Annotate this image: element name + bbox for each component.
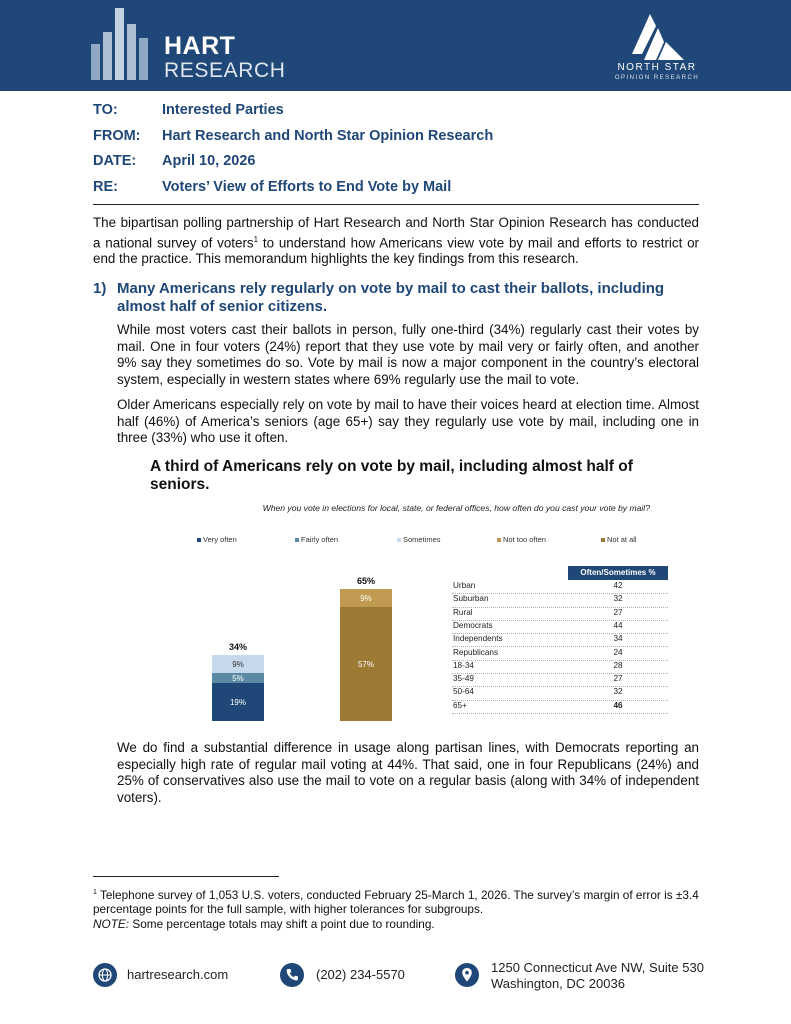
hart-research-wordmark: HART RESEARCH [164, 32, 286, 82]
north-star-wordmark: NORTH STAR OPINION RESEARCH [614, 62, 700, 81]
table-row-value: 32 [613, 594, 623, 604]
legend-swatch [397, 538, 401, 542]
table-row [452, 580, 668, 594]
table-row [452, 633, 668, 647]
table-header: Often/Sometimes % [568, 566, 668, 580]
table-row-value: 27 [613, 674, 623, 684]
section-paragraph-1: While most voters cast their ballots in person, fully one-third (34%) regularly cast their votes by mail. One in four voters (24%) report that they use vote by mail very or fairly often, and another 9% say they sometimes do so. Vote by mail is now a major component in the country’s electoral system, especially in western states where 69% regularly use the mail to vote. [117, 322, 699, 387]
legend-very-often: Very often [197, 535, 237, 544]
phone-icon [280, 963, 304, 987]
stacked-bar-chart [200, 560, 400, 725]
chart-question: When you vote in elections for local, state, or federal offices, how often do you cast your vote by mail? [262, 503, 650, 513]
legend-fairly-often: Fairly often [295, 535, 338, 544]
table-row-value: 32 [613, 687, 623, 697]
table-row-value: 28 [613, 660, 623, 670]
legend-not-at-all: Not at all [601, 535, 637, 544]
table-row-value: 44 [613, 620, 623, 630]
footer-phone[interactable]: (202) 234-5570 [316, 967, 405, 982]
legend-not-too-often: Not too often [497, 535, 546, 544]
table-row-group: Republicans [453, 647, 499, 657]
table-row [452, 593, 668, 607]
table-row-group: Democrats [453, 620, 493, 630]
table-row-group: Urban [453, 581, 476, 590]
legend-swatch [497, 538, 501, 542]
intro-paragraph: The bipartisan polling partnership of Hart Research and North Star Opinion Research has conducted a national survey of voters$^1$ to understand how Americans view vote by mail and efforts to restrict or end the practice. This memorandum highlights the key findings from this research. [93, 215, 699, 267]
table-row [452, 673, 668, 687]
section-paragraph-3: We do find a substantial difference in usage along partisan lines, with Democrats reporting an especially high rate of regular mail voting at 44%. That said, one in four Republicans (24%) and 25% of conservatives also use the mail to vote on a regular basis (along with 34% of independent voters). [117, 740, 699, 805]
bar-segment-label: 9% [232, 660, 244, 669]
table-row-value: 27 [613, 607, 623, 617]
bar-total-label: 65% [356, 576, 376, 586]
table-row-group: 65+ [453, 700, 467, 710]
table-row-value: 42 [613, 581, 623, 590]
north-star-logo [628, 14, 686, 60]
page-header [0, 0, 791, 91]
table-row-value: 46 [613, 700, 623, 710]
table-row [452, 607, 668, 621]
section-paragraph-2: Older Americans especially rely on vote by mail to have their voices heard at election time. Almost half (46%) of America’s seniors (age 65+) say they regularly use vote by mail, including one in three (33%) who use it often. [117, 397, 699, 445]
table-row [452, 686, 668, 700]
bar-segment-label: 19% [229, 698, 247, 707]
bar-segment-label: 5% [232, 674, 244, 683]
footer-website[interactable]: hartresearch.com [127, 967, 229, 982]
bar-segment-label: 9% [360, 594, 372, 603]
bar-segment-label: 57% [357, 660, 375, 669]
table-row [452, 660, 668, 674]
legend-swatch [295, 538, 299, 542]
table-row [452, 700, 668, 714]
table-row-group: 50-64 [453, 687, 474, 697]
bar-total-label: 34% [228, 642, 248, 652]
legend-swatch [601, 538, 605, 542]
location-pin-icon [455, 963, 479, 987]
footnote-divider [93, 876, 279, 877]
section-number: 1) [93, 280, 107, 297]
table-row [452, 620, 668, 634]
hart-research-logo [91, 8, 153, 80]
table-row-group: Suburban [453, 594, 489, 604]
chart-title: A third of Americans rely on vote by mail, including almost half of seniors. [150, 458, 633, 493]
table-row [452, 647, 668, 661]
memo-divider [93, 204, 699, 205]
legend-swatch [197, 538, 201, 542]
footnote: $^1$ Telephone survey of 1,053 U.S. voters, conducted February 25-March 1, 2026. The survey’s margin of error is ±3.4 percentage points for the full sample, with higher tolerances for subgroups. NOTE: Some percentage totals may shift a point due to rounding. [93, 887, 699, 931]
section-heading: Many Americans rely regularly on vote by mail to cast their ballots, including almost half of senior citizens. [117, 280, 665, 315]
table-row-group: Rural [453, 607, 473, 617]
table-row-group: 18-34 [453, 660, 474, 670]
legend-sometimes: Sometimes [397, 535, 441, 544]
table-row-value: 34 [613, 634, 623, 644]
globe-icon [93, 963, 117, 987]
footer-address: 1250 Connecticut Ave NW, Suite 530 Washington, DC 20036 [491, 960, 704, 991]
table-row-group: 35-49 [453, 674, 474, 684]
table-row-group: Independents [453, 634, 503, 644]
table-row-value: 24 [613, 647, 623, 657]
